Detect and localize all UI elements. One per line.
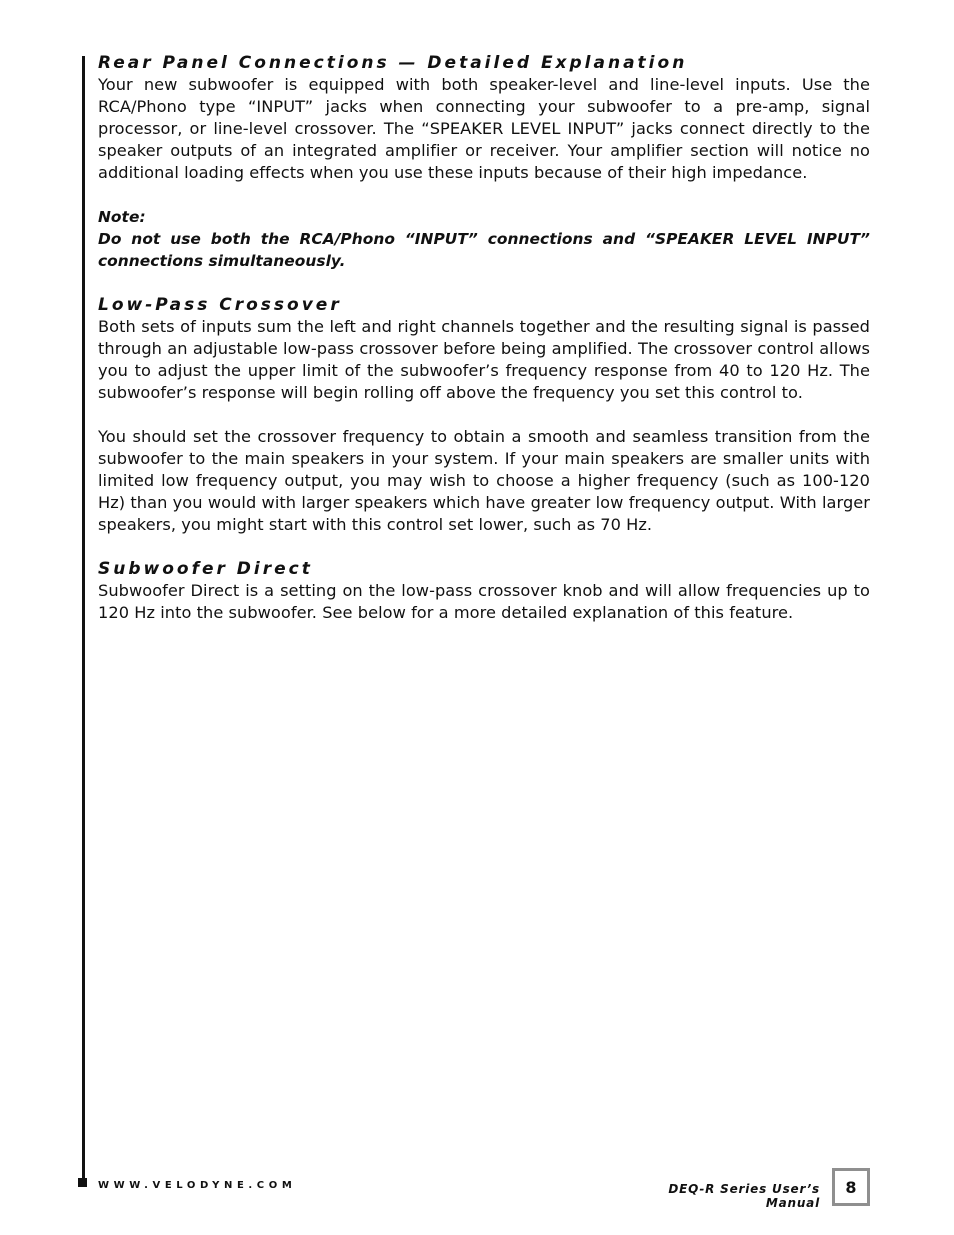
rear-panel-body: Your new subwoofer is equipped with both speaker-level and line-level inputs. Use the RCA/Phono type “INPUT” jacks when connecting your subwoofer to a pre-amp, signal processor, or line-level crossover. The “SPEAKER LEVEL INPUT” jacks connect directly to the speaker outputs of an integrated amplifier or receiver. Your amplifier section will notice no additional loading effects when you use these inputs because of their high impedance.	[98, 75, 870, 182]
footer-manual-title: DEQ-R Series User’s Manual	[668, 1182, 820, 1210]
page-number: 8	[845, 1177, 857, 1197]
note-label: Note:	[98, 208, 146, 226]
low-pass-para-2: You should set the crossover frequency to obtain a smooth and seamless transition from the subwoofer to the main speakers in your system. If your main speakers are smaller units with limited low frequency output, you may wish to choose a higher frequency (such as 100-120 Hz) than you would with larger speakers which have greater low frequency output. With larger speakers, you might start with this control set lower, such as 70 Hz.	[98, 427, 870, 534]
heading-subwoofer-direct: Subwoofer Direct	[98, 559, 313, 579]
heading-rear-panel: Rear Panel Connections — Detailed Explanation	[98, 53, 688, 73]
low-pass-para-1: Both sets of inputs sum the left and right channels together and the resulting signal is passed through an adjustable low-pass crossover before being amplified. The crossover control allows you to adjust the upper limit of the subwoofer’s frequency response from 40 to 120 Hz. The subwoofer’s response will begin rolling off above the frequency you set this control to.	[98, 317, 870, 402]
margin-rule-end-square	[78, 1178, 87, 1187]
page-number-box	[832, 1168, 870, 1206]
heading-low-pass: Low-Pass Crossover	[98, 295, 342, 315]
note-text: Do not use both the RCA/Phono “INPUT” connections and “SPEAKER LEVEL INPUT” connections simultaneously.	[98, 230, 870, 270]
footer-website: WWW.VELODYNE.COM	[98, 1180, 297, 1191]
margin-rule	[82, 56, 85, 1178]
page-content	[98, 52, 870, 624]
subwoofer-direct-body: Subwoofer Direct is a setting on the low-pass crossover knob and will allow frequencies up to 120 Hz into the subwoofer. See below for a more detailed explanation of this feature.	[98, 581, 870, 622]
